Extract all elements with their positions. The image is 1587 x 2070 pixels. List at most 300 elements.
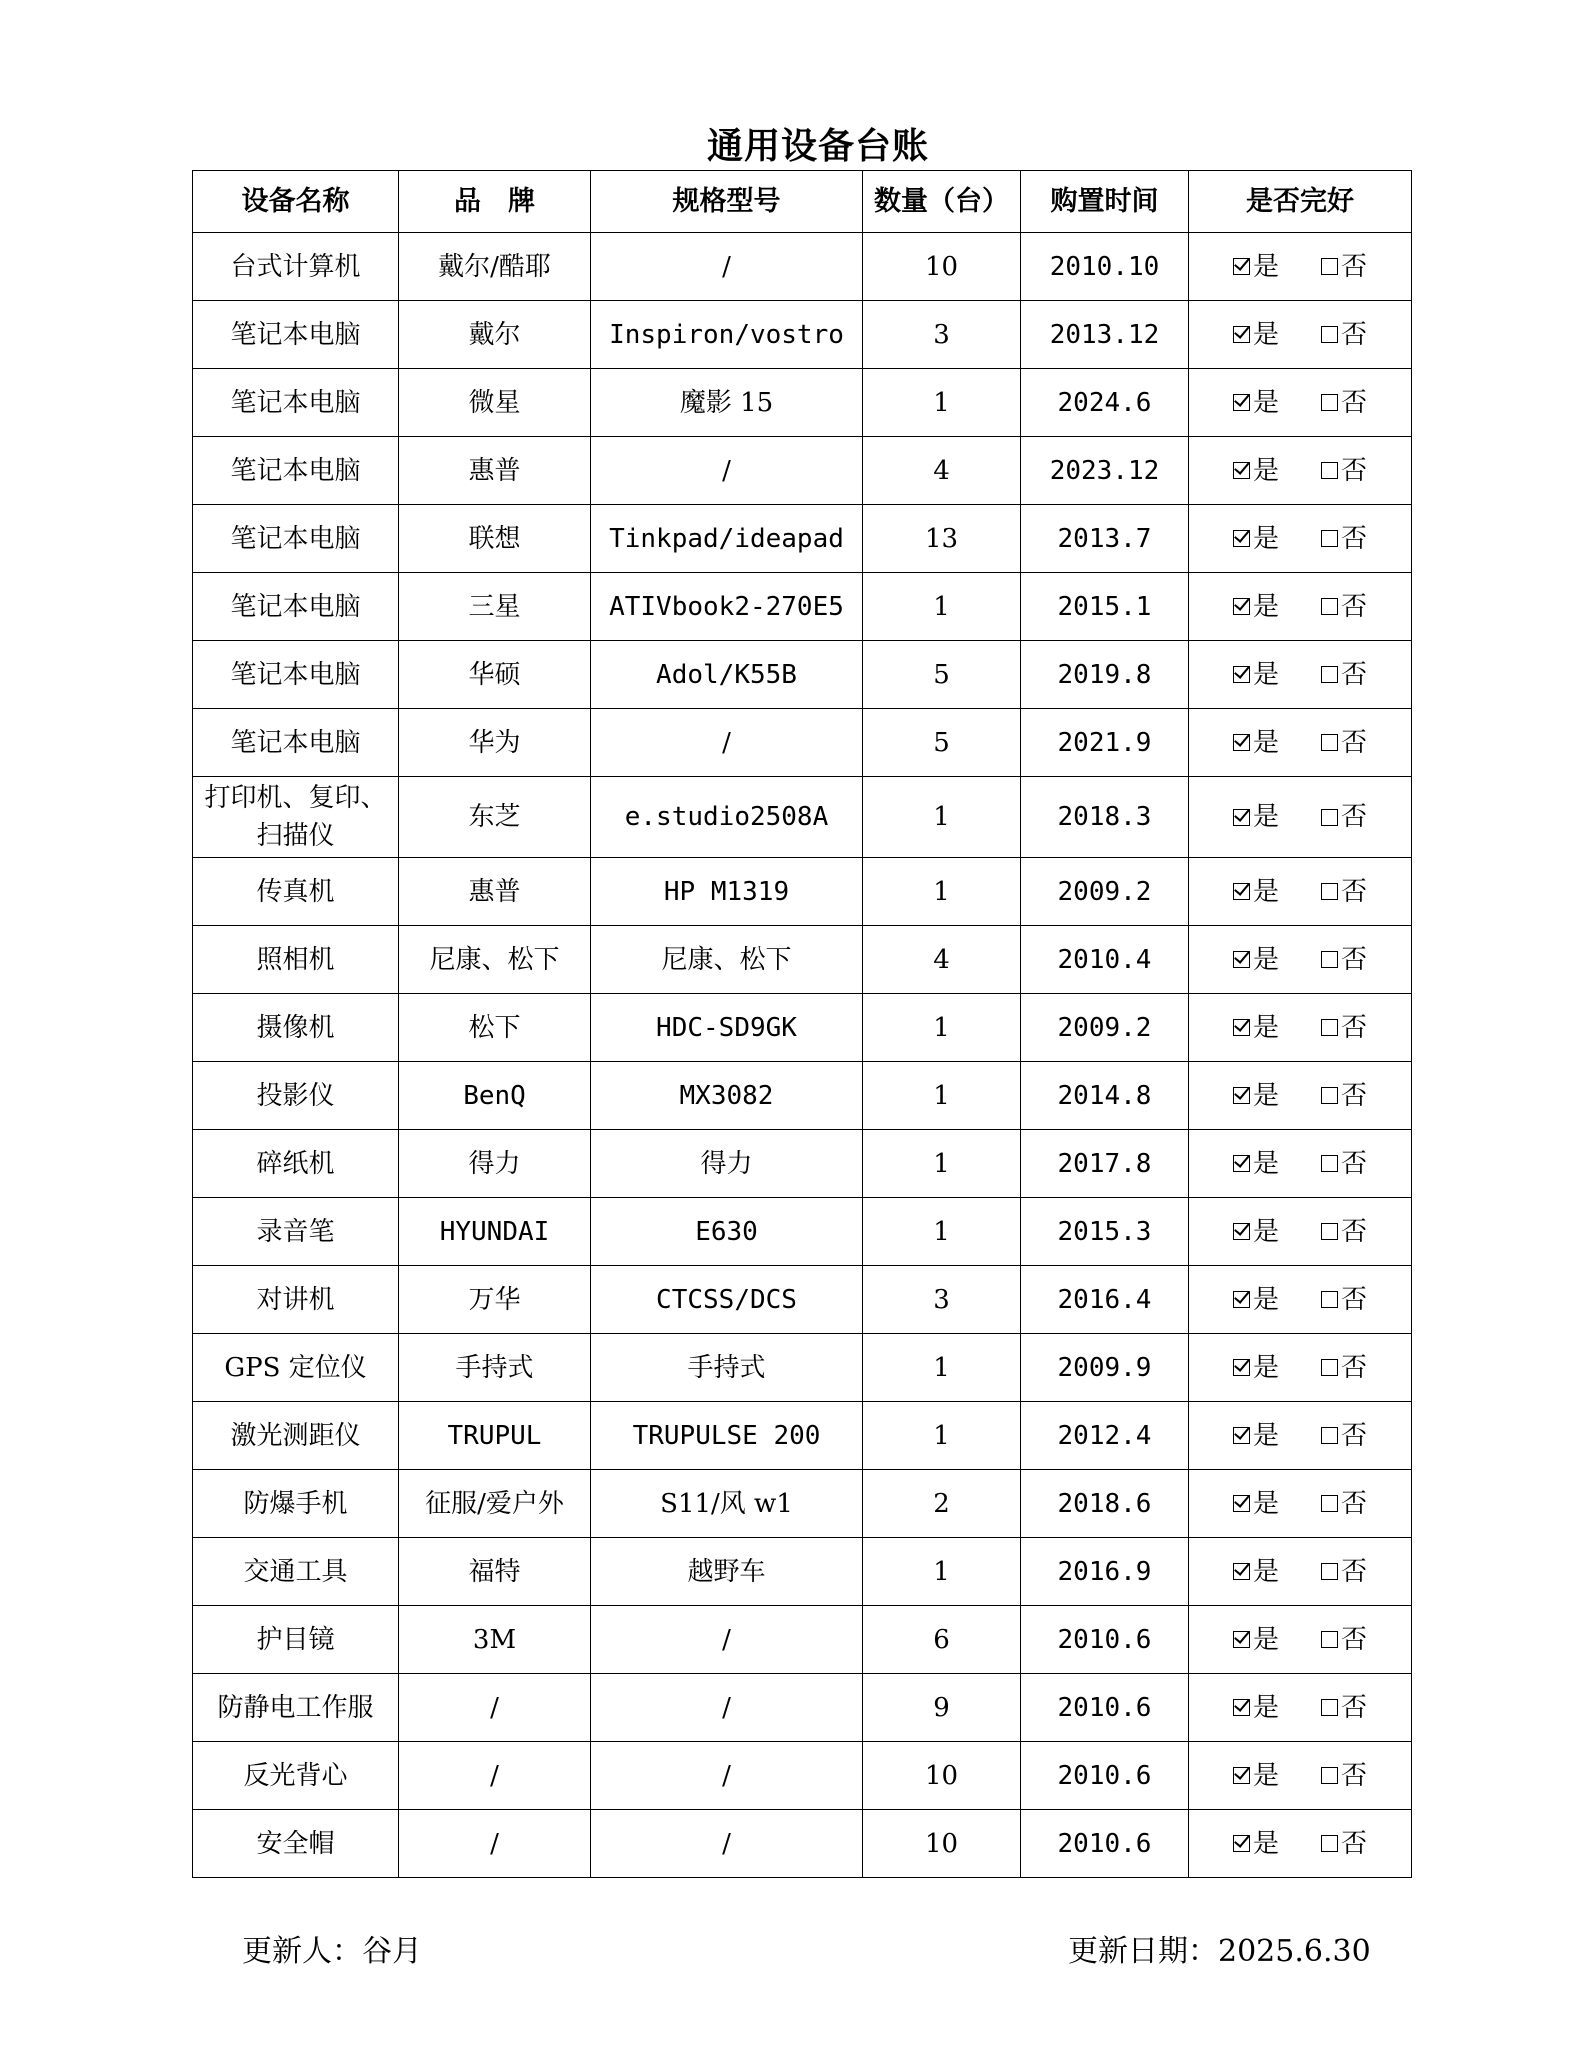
condition-yes-label: 是 <box>1252 1284 1279 1315</box>
cell-quantity: 1 <box>863 994 1021 1062</box>
cell-model: ATIVbook2-270E5 <box>591 573 863 641</box>
checked-checkbox-icon[interactable] <box>1233 462 1250 479</box>
cell-device-name: 摄像机 <box>193 994 399 1062</box>
unchecked-checkbox-icon[interactable] <box>1321 1223 1338 1240</box>
table-row <box>193 777 1412 858</box>
header-condition: 是否完好 <box>1189 171 1412 233</box>
cell-condition <box>1189 505 1412 573</box>
cell-quantity: 1 <box>863 1334 1021 1402</box>
condition-no-option[interactable] <box>1321 1689 1367 1727</box>
cell-purchase-date: 2010.4 <box>1021 926 1189 994</box>
cell-brand: 征服/爱户外 <box>399 1470 591 1538</box>
cell-model: / <box>591 1674 863 1742</box>
cell-quantity: 1 <box>863 1402 1021 1470</box>
cell-purchase-date: 2015.1 <box>1021 573 1189 641</box>
cell-condition <box>1189 641 1412 709</box>
condition-no-label: 否 <box>1341 1080 1368 1111</box>
cell-purchase-date: 2009.9 <box>1021 1334 1189 1402</box>
cell-device-name: 笔记本电脑 <box>193 505 399 573</box>
cell-device-name: 护目镜 <box>193 1606 399 1674</box>
table-row <box>193 1402 1412 1470</box>
condition-yes-option[interactable] <box>1233 941 1279 979</box>
unchecked-checkbox-icon[interactable] <box>1321 1495 1338 1512</box>
unchecked-checkbox-icon[interactable] <box>1321 1019 1338 1036</box>
cell-model: HDC-SD9GK <box>591 994 863 1062</box>
cell-purchase-date: 2010.10 <box>1021 233 1189 301</box>
condition-yes-label: 是 <box>1252 1488 1279 1519</box>
cell-purchase-date: 2013.7 <box>1021 505 1189 573</box>
condition-no-option[interactable] <box>1321 798 1367 836</box>
cell-model: 得力 <box>591 1130 863 1198</box>
table-row <box>193 573 1412 641</box>
cell-quantity: 1 <box>863 777 1021 858</box>
cell-device-name: 打印机、复印、扫描仪 <box>193 777 399 858</box>
condition-no-option[interactable] <box>1321 1009 1367 1047</box>
condition-yes-option[interactable] <box>1233 316 1279 354</box>
condition-no-option[interactable] <box>1321 1825 1367 1863</box>
condition-no-option[interactable] <box>1321 1757 1367 1795</box>
unchecked-checkbox-icon[interactable] <box>1321 598 1338 615</box>
cell-brand: 手持式 <box>399 1334 591 1402</box>
table-row <box>193 1130 1412 1198</box>
cell-model: CTCSS/DCS <box>591 1266 863 1334</box>
table-row <box>193 505 1412 573</box>
cell-device-name: GPS 定位仪 <box>193 1334 399 1402</box>
condition-yes-option[interactable] <box>1233 1757 1279 1795</box>
condition-no-label: 否 <box>1341 1420 1368 1451</box>
unchecked-checkbox-icon[interactable] <box>1321 951 1338 968</box>
cell-brand: 三星 <box>399 573 591 641</box>
condition-yes-label: 是 <box>1252 1352 1279 1383</box>
condition-yes-option[interactable] <box>1233 452 1279 490</box>
cell-model: e.studio2508A <box>591 777 863 858</box>
condition-no-label: 否 <box>1341 455 1368 486</box>
cell-model: 手持式 <box>591 1334 863 1402</box>
unchecked-checkbox-icon[interactable] <box>1321 1835 1338 1852</box>
cell-device-name: 交通工具 <box>193 1538 399 1606</box>
unchecked-checkbox-icon[interactable] <box>1321 1631 1338 1648</box>
cell-brand: HYUNDAI <box>399 1198 591 1266</box>
condition-yes-option[interactable] <box>1233 1553 1279 1591</box>
table-row <box>193 1334 1412 1402</box>
cell-purchase-date: 2009.2 <box>1021 858 1189 926</box>
cell-device-name: 笔记本电脑 <box>193 641 399 709</box>
cell-quantity: 9 <box>863 1674 1021 1742</box>
condition-no-label: 否 <box>1341 944 1368 975</box>
cell-device-name: 录音笔 <box>193 1198 399 1266</box>
table-row <box>193 641 1412 709</box>
condition-yes-label: 是 <box>1252 944 1279 975</box>
condition-yes-option[interactable] <box>1233 248 1279 286</box>
unchecked-checkbox-icon[interactable] <box>1321 1155 1338 1172</box>
table-row <box>193 858 1412 926</box>
condition-no-option[interactable] <box>1321 656 1367 694</box>
header-model: 规格型号 <box>591 171 863 233</box>
cell-device-name: 照相机 <box>193 926 399 994</box>
unchecked-checkbox-icon[interactable] <box>1321 462 1338 479</box>
cell-model: S11/风 w1 <box>591 1470 863 1538</box>
condition-yes-option[interactable] <box>1233 588 1279 626</box>
cell-brand: 福特 <box>399 1538 591 1606</box>
condition-no-label: 否 <box>1341 319 1368 350</box>
cell-condition <box>1189 858 1412 926</box>
condition-yes-option[interactable] <box>1233 873 1279 911</box>
condition-no-label: 否 <box>1341 1148 1368 1179</box>
condition-no-option[interactable] <box>1321 316 1367 354</box>
condition-no-option[interactable] <box>1321 248 1367 286</box>
cell-quantity: 5 <box>863 641 1021 709</box>
cell-condition <box>1189 1198 1412 1266</box>
unchecked-checkbox-icon[interactable] <box>1321 1699 1338 1716</box>
checked-checkbox-icon[interactable] <box>1233 1835 1250 1852</box>
checked-checkbox-icon[interactable] <box>1233 666 1250 683</box>
unchecked-checkbox-icon[interactable] <box>1321 1767 1338 1784</box>
header-brand: 品 牌 <box>399 171 591 233</box>
checked-checkbox-icon[interactable] <box>1233 326 1250 343</box>
cell-condition <box>1189 926 1412 994</box>
condition-no-option[interactable] <box>1321 1485 1367 1523</box>
condition-no-label: 否 <box>1341 659 1368 690</box>
unchecked-checkbox-icon[interactable] <box>1321 1087 1338 1104</box>
condition-no-label: 否 <box>1341 1692 1368 1723</box>
cell-brand: 戴尔/酷耶 <box>399 233 591 301</box>
page-title: 通用设备台账 <box>706 126 929 167</box>
cell-quantity: 4 <box>863 437 1021 505</box>
cell-purchase-date: 2017.8 <box>1021 1130 1189 1198</box>
cell-model: / <box>591 233 863 301</box>
cell-brand: 得力 <box>399 1130 591 1198</box>
condition-yes-label: 是 <box>1252 523 1279 554</box>
condition-no-option[interactable] <box>1321 1145 1367 1183</box>
condition-no-option[interactable] <box>1321 1621 1367 1659</box>
checked-checkbox-icon[interactable] <box>1233 809 1250 826</box>
unchecked-checkbox-icon[interactable] <box>1321 394 1338 411</box>
checked-checkbox-icon[interactable] <box>1233 1291 1250 1308</box>
cell-brand: 万华 <box>399 1266 591 1334</box>
cell-quantity: 10 <box>863 233 1021 301</box>
condition-no-label: 否 <box>1341 591 1368 622</box>
cell-condition <box>1189 1742 1412 1810</box>
cell-quantity: 3 <box>863 301 1021 369</box>
cell-purchase-date: 2024.6 <box>1021 369 1189 437</box>
condition-yes-label: 是 <box>1252 251 1279 282</box>
cell-device-name: 激光测距仪 <box>193 1402 399 1470</box>
cell-model: MX3082 <box>591 1062 863 1130</box>
cell-device-name: 笔记本电脑 <box>193 573 399 641</box>
cell-brand: / <box>399 1742 591 1810</box>
table-row <box>193 1674 1412 1742</box>
condition-no-label: 否 <box>1341 1488 1368 1519</box>
condition-no-option[interactable] <box>1321 452 1367 490</box>
condition-yes-option[interactable] <box>1233 1145 1279 1183</box>
cell-condition <box>1189 777 1412 858</box>
unchecked-checkbox-icon[interactable] <box>1321 1359 1338 1376</box>
checked-checkbox-icon[interactable] <box>1233 1563 1250 1580</box>
cell-brand: 惠普 <box>399 437 591 505</box>
checked-checkbox-icon[interactable] <box>1233 1359 1250 1376</box>
cell-brand: / <box>399 1810 591 1878</box>
condition-yes-label: 是 <box>1252 727 1279 758</box>
table-row <box>193 1742 1412 1810</box>
cell-condition <box>1189 573 1412 641</box>
cell-condition <box>1189 1266 1412 1334</box>
table-row <box>193 233 1412 301</box>
condition-no-option[interactable] <box>1321 1553 1367 1591</box>
condition-yes-label: 是 <box>1252 1012 1279 1043</box>
cell-model: Adol/K55B <box>591 641 863 709</box>
cell-brand: 3M <box>399 1606 591 1674</box>
cell-device-name: 传真机 <box>193 858 399 926</box>
cell-condition <box>1189 1538 1412 1606</box>
cell-quantity: 1 <box>863 1130 1021 1198</box>
unchecked-checkbox-icon[interactable] <box>1321 1427 1338 1444</box>
table-row <box>193 1810 1412 1878</box>
cell-model: E630 <box>591 1198 863 1266</box>
checked-checkbox-icon[interactable] <box>1233 1631 1250 1648</box>
table-row <box>193 437 1412 505</box>
condition-no-option[interactable] <box>1321 1281 1367 1319</box>
condition-no-label: 否 <box>1341 727 1368 758</box>
checked-checkbox-icon[interactable] <box>1233 1495 1250 1512</box>
cell-purchase-date: 2010.6 <box>1021 1742 1189 1810</box>
cell-model: / <box>591 709 863 777</box>
condition-yes-option[interactable] <box>1233 798 1279 836</box>
cell-brand: 华硕 <box>399 641 591 709</box>
cell-condition <box>1189 1130 1412 1198</box>
cell-model: / <box>591 1742 863 1810</box>
checked-checkbox-icon[interactable] <box>1233 1019 1250 1036</box>
cell-purchase-date: 2015.3 <box>1021 1198 1189 1266</box>
table-row <box>193 926 1412 994</box>
condition-yes-option[interactable] <box>1233 724 1279 762</box>
unchecked-checkbox-icon[interactable] <box>1321 666 1338 683</box>
cell-model: HP M1319 <box>591 858 863 926</box>
checked-checkbox-icon[interactable] <box>1233 1699 1250 1716</box>
unchecked-checkbox-icon[interactable] <box>1321 1291 1338 1308</box>
cell-condition <box>1189 994 1412 1062</box>
cell-condition <box>1189 1402 1412 1470</box>
cell-brand: BenQ <box>399 1062 591 1130</box>
header-quantity: 数量（台） <box>863 171 1021 233</box>
condition-yes-option[interactable] <box>1233 1825 1279 1863</box>
condition-yes-option[interactable] <box>1233 1417 1279 1455</box>
cell-quantity: 10 <box>863 1742 1021 1810</box>
cell-purchase-date: 2019.8 <box>1021 641 1189 709</box>
unchecked-checkbox-icon[interactable] <box>1321 326 1338 343</box>
table-row <box>193 1606 1412 1674</box>
checked-checkbox-icon[interactable] <box>1233 1223 1250 1240</box>
cell-quantity: 1 <box>863 1198 1021 1266</box>
condition-no-option[interactable] <box>1321 1077 1367 1115</box>
cell-purchase-date: 2021.9 <box>1021 709 1189 777</box>
cell-condition <box>1189 437 1412 505</box>
table-row <box>193 1198 1412 1266</box>
condition-no-label: 否 <box>1341 251 1368 282</box>
condition-yes-label: 是 <box>1252 1556 1279 1587</box>
cell-purchase-date: 2012.4 <box>1021 1402 1189 1470</box>
cell-device-name: 投影仪 <box>193 1062 399 1130</box>
condition-no-label: 否 <box>1341 1012 1368 1043</box>
cell-brand: 华为 <box>399 709 591 777</box>
condition-no-option[interactable] <box>1321 1349 1367 1387</box>
condition-no-option[interactable] <box>1321 1213 1367 1251</box>
condition-yes-option[interactable] <box>1233 1213 1279 1251</box>
header-device-name: 设备名称 <box>193 171 399 233</box>
condition-yes-label: 是 <box>1252 876 1279 907</box>
condition-yes-label: 是 <box>1252 1148 1279 1179</box>
cell-brand: 尼康、松下 <box>399 926 591 994</box>
condition-no-option[interactable] <box>1321 384 1367 422</box>
cell-quantity: 1 <box>863 1538 1021 1606</box>
unchecked-checkbox-icon[interactable] <box>1321 809 1338 826</box>
cell-purchase-date: 2018.6 <box>1021 1470 1189 1538</box>
cell-purchase-date: 2010.6 <box>1021 1674 1189 1742</box>
condition-no-label: 否 <box>1341 802 1368 832</box>
condition-no-label: 否 <box>1341 1624 1368 1655</box>
table-row <box>193 1538 1412 1606</box>
cell-quantity: 3 <box>863 1266 1021 1334</box>
condition-no-option[interactable] <box>1321 873 1367 911</box>
table-row <box>193 1470 1412 1538</box>
cell-brand: 惠普 <box>399 858 591 926</box>
condition-yes-option[interactable] <box>1233 1621 1279 1659</box>
unchecked-checkbox-icon[interactable] <box>1321 530 1338 547</box>
cell-brand: TRUPUL <box>399 1402 591 1470</box>
unchecked-checkbox-icon[interactable] <box>1321 883 1338 900</box>
table-row <box>193 1266 1412 1334</box>
cell-device-name: 对讲机 <box>193 1266 399 1334</box>
cell-brand: 东芝 <box>399 777 591 858</box>
cell-quantity: 6 <box>863 1606 1021 1674</box>
table-row <box>193 1062 1412 1130</box>
condition-no-option[interactable] <box>1321 1417 1367 1455</box>
cell-model: / <box>591 1810 863 1878</box>
cell-quantity: 1 <box>863 369 1021 437</box>
condition-yes-label: 是 <box>1252 1080 1279 1111</box>
condition-no-option[interactable] <box>1321 724 1367 762</box>
cell-device-name: 碎纸机 <box>193 1130 399 1198</box>
condition-yes-option[interactable] <box>1233 1009 1279 1047</box>
checked-checkbox-icon[interactable] <box>1233 394 1250 411</box>
cell-condition <box>1189 369 1412 437</box>
checked-checkbox-icon[interactable] <box>1233 1155 1250 1172</box>
cell-brand: / <box>399 1674 591 1742</box>
cell-device-name: 反光背心 <box>193 1742 399 1810</box>
condition-no-option[interactable] <box>1321 588 1367 626</box>
cell-device-name: 笔记本电脑 <box>193 437 399 505</box>
unchecked-checkbox-icon[interactable] <box>1321 258 1338 275</box>
cell-device-name: 笔记本电脑 <box>193 369 399 437</box>
cell-brand: 戴尔 <box>399 301 591 369</box>
cell-condition <box>1189 301 1412 369</box>
equipment-ledger-table <box>192 170 1412 1878</box>
condition-yes-option[interactable] <box>1233 656 1279 694</box>
table-row <box>193 709 1412 777</box>
cell-condition <box>1189 1674 1412 1742</box>
ledger-body <box>193 233 1412 1878</box>
unchecked-checkbox-icon[interactable] <box>1321 1563 1338 1580</box>
condition-no-label: 否 <box>1341 1284 1368 1315</box>
cell-condition <box>1189 709 1412 777</box>
cell-model: Tinkpad/ideapad <box>591 505 863 573</box>
cell-model: / <box>591 1606 863 1674</box>
cell-quantity: 2 <box>863 1470 1021 1538</box>
checked-checkbox-icon[interactable] <box>1233 951 1250 968</box>
cell-purchase-date: 2016.4 <box>1021 1266 1189 1334</box>
checked-checkbox-icon[interactable] <box>1233 598 1250 615</box>
cell-quantity: 1 <box>863 573 1021 641</box>
condition-no-option[interactable] <box>1321 520 1367 558</box>
condition-no-label: 否 <box>1341 387 1368 418</box>
cell-model: 魔影 15 <box>591 369 863 437</box>
updater-label: 更新人：谷月 <box>242 1934 422 1969</box>
cell-purchase-date: 2010.6 <box>1021 1606 1189 1674</box>
condition-yes-option[interactable] <box>1233 1281 1279 1319</box>
cell-model: 越野车 <box>591 1538 863 1606</box>
unchecked-checkbox-icon[interactable] <box>1321 734 1338 751</box>
condition-no-label: 否 <box>1341 1352 1368 1383</box>
condition-yes-option[interactable] <box>1233 1485 1279 1523</box>
cell-quantity: 10 <box>863 1810 1021 1878</box>
cell-purchase-date: 2016.9 <box>1021 1538 1189 1606</box>
condition-no-label: 否 <box>1341 1828 1368 1859</box>
cell-device-name: 安全帽 <box>193 1810 399 1878</box>
cell-purchase-date: 2023.12 <box>1021 437 1189 505</box>
condition-yes-label: 是 <box>1252 1692 1279 1723</box>
cell-quantity: 5 <box>863 709 1021 777</box>
cell-purchase-date: 2013.12 <box>1021 301 1189 369</box>
cell-device-name: 防静电工作服 <box>193 1674 399 1742</box>
condition-yes-option[interactable] <box>1233 1349 1279 1387</box>
cell-condition <box>1189 1334 1412 1402</box>
table-row <box>193 301 1412 369</box>
cell-device-name: 笔记本电脑 <box>193 301 399 369</box>
cell-purchase-date: 2010.6 <box>1021 1810 1189 1878</box>
cell-model: 尼康、松下 <box>591 926 863 994</box>
checked-checkbox-icon[interactable] <box>1233 734 1250 751</box>
cell-quantity: 13 <box>863 505 1021 573</box>
cell-brand: 联想 <box>399 505 591 573</box>
cell-purchase-date: 2014.8 <box>1021 1062 1189 1130</box>
cell-quantity: 1 <box>863 1062 1021 1130</box>
cell-device-name: 台式计算机 <box>193 233 399 301</box>
condition-no-option[interactable] <box>1321 941 1367 979</box>
condition-yes-option[interactable] <box>1233 1077 1279 1115</box>
condition-yes-label: 是 <box>1252 659 1279 690</box>
condition-yes-label: 是 <box>1252 319 1279 350</box>
cell-device-name: 笔记本电脑 <box>193 709 399 777</box>
condition-yes-option[interactable] <box>1233 520 1279 558</box>
checked-checkbox-icon[interactable] <box>1233 530 1250 547</box>
condition-no-label: 否 <box>1341 1216 1368 1247</box>
checked-checkbox-icon[interactable] <box>1233 258 1250 275</box>
checked-checkbox-icon[interactable] <box>1233 1767 1250 1784</box>
condition-yes-label: 是 <box>1252 1760 1279 1791</box>
checked-checkbox-icon[interactable] <box>1233 1087 1250 1104</box>
cell-brand: 松下 <box>399 994 591 1062</box>
header-row <box>193 171 1412 233</box>
condition-yes-option[interactable] <box>1233 384 1279 422</box>
cell-condition <box>1189 1062 1412 1130</box>
checked-checkbox-icon[interactable] <box>1233 883 1250 900</box>
checked-checkbox-icon[interactable] <box>1233 1427 1250 1444</box>
condition-yes-label: 是 <box>1252 1828 1279 1859</box>
cell-device-name: 防爆手机 <box>193 1470 399 1538</box>
condition-no-label: 否 <box>1341 1760 1368 1791</box>
condition-yes-label: 是 <box>1252 802 1279 832</box>
condition-yes-option[interactable] <box>1233 1689 1279 1727</box>
cell-condition <box>1189 1606 1412 1674</box>
